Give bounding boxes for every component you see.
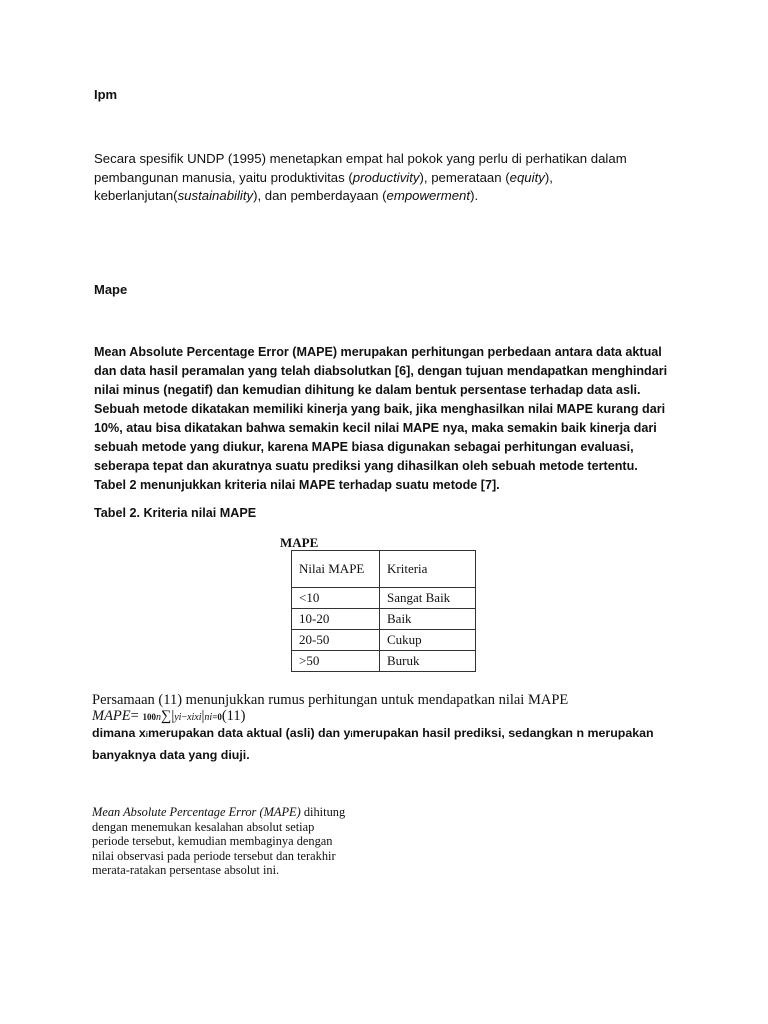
explain-text-d: banyaknya data yang diuji. [92, 748, 250, 762]
ipm-text-5: ). [470, 188, 479, 203]
explain-text-b: merupakan data aktual (asli) dan y [147, 726, 351, 740]
bottom-paragraph [92, 805, 352, 878]
table-row [292, 609, 476, 630]
mape-heading: Mape [94, 282, 128, 297]
cell-kriteria: Buruk [380, 651, 476, 672]
formula-n: n [155, 712, 161, 723]
formula-explanation [92, 723, 692, 765]
term-productivity: productivity [352, 169, 420, 185]
explain-text-c: merupakan hasil prediksi, sedangkan n merupakan [352, 726, 654, 740]
formula-bar-right: | [201, 708, 205, 724]
formula-sigma: ∑ [160, 708, 172, 724]
table-row [292, 651, 476, 672]
formula-eq0: =0 [212, 712, 222, 722]
ipm-text-3: ), keberlanjutan( [94, 169, 553, 203]
mape-criteria-table [291, 550, 476, 672]
formula-bar-left: | [171, 708, 175, 724]
ipm-heading: Ipm [94, 87, 118, 102]
header-kriteria: Kriteria [380, 551, 476, 588]
cell-nilai: >50 [292, 651, 380, 672]
formula-hundred: 100 [142, 712, 156, 722]
formula-ni: ni [204, 712, 213, 723]
formula-lhs: MAPE [92, 708, 131, 724]
header-nilai-mape: Nilai MAPE [292, 551, 380, 588]
formula-xi: xi [187, 712, 195, 723]
cell-nilai: <10 [292, 588, 380, 609]
formula-eq: = [130, 708, 143, 724]
cell-kriteria: Sangat Baik [380, 588, 476, 609]
term-empowerment: empowerment [386, 188, 471, 203]
mape-paragraph: Mean Absolute Percentage Error (MAPE) merupakan perhitungan perbedaan antara data aktual dan data hasil peramalan yang telah diabsolutkan [6], dengan tujuan mendapatkan menghindari nilai minus (negatif) dan kemudian dihitung ke dalam bentuk persentase terhadap data asli. Sebuah metode dikatakan memiliki kinerja yang baik, jika menghasilkan nilai MAPE kurang dari 10%, atau bisa dikatakan bahwa semakin kecil nilai MAPE nya, maka semakin baik kinerja dari sebuah metode yang diukur, karena MAPE biasa digunakan sebagai perhitungan evaluasi, seberapa tepat dan akuratnya suatu prediksi yang dihasilkan oleh sebuah metode tertentu. Tabel 2 menunjukkan kriteria nilai MAPE terhadap suatu metode [7]. [94, 345, 668, 492]
formula-minus: − [181, 712, 188, 723]
cell-kriteria: Baik [380, 609, 476, 630]
cell-nilai: 10-20 [292, 609, 380, 630]
explain-text-a: dimana x [92, 726, 146, 740]
term-equity: equity [509, 169, 545, 185]
formula-yi: yi [174, 712, 182, 723]
table-title: Tabel 2. Kriteria nilai MAPE [94, 506, 257, 520]
mape-criteria-table-figure [280, 535, 476, 672]
ipm-text-1: Secara spesifik UNDP (1995) menetapkan empat hal pokok yang perlu di perhatikan dalam pembangunan manusia, yaitu produktivitas ( [94, 151, 627, 185]
formula-number: (11) [221, 708, 246, 724]
table-row [292, 588, 476, 609]
subscript-i-y: i [350, 730, 353, 739]
cell-kriteria: Cukup [380, 630, 476, 651]
bottom-italic-term: Mean Absolute Percentage Error (MAPE) [92, 805, 301, 819]
table-caption-fragment: MAPE [280, 535, 319, 550]
formula-intro: Persamaan (11) menunjukkan rumus perhitungan untuk mendapatkan nilai MAPE [92, 692, 569, 708]
bottom-text: dihitung dengan menemukan kesalahan absolut setiap periode tersebut, kemudian membaginya dengan nilai observasi pada periode tersebut dan terakhir merata-ratakan persentase absolut ini. [92, 805, 346, 878]
cell-nilai: 20-50 [292, 630, 380, 651]
formula-xi-denom: xi [194, 712, 202, 723]
table-header-row [292, 551, 476, 588]
ipm-paragraph [94, 150, 684, 206]
ipm-text-2: ), pemerataan ( [419, 169, 510, 185]
subscript-i-x: i [145, 730, 148, 739]
ipm-text-4: ), dan pemberdayaan ( [253, 188, 387, 203]
term-sustainability: sustainability [177, 188, 254, 203]
table-row [292, 630, 476, 651]
